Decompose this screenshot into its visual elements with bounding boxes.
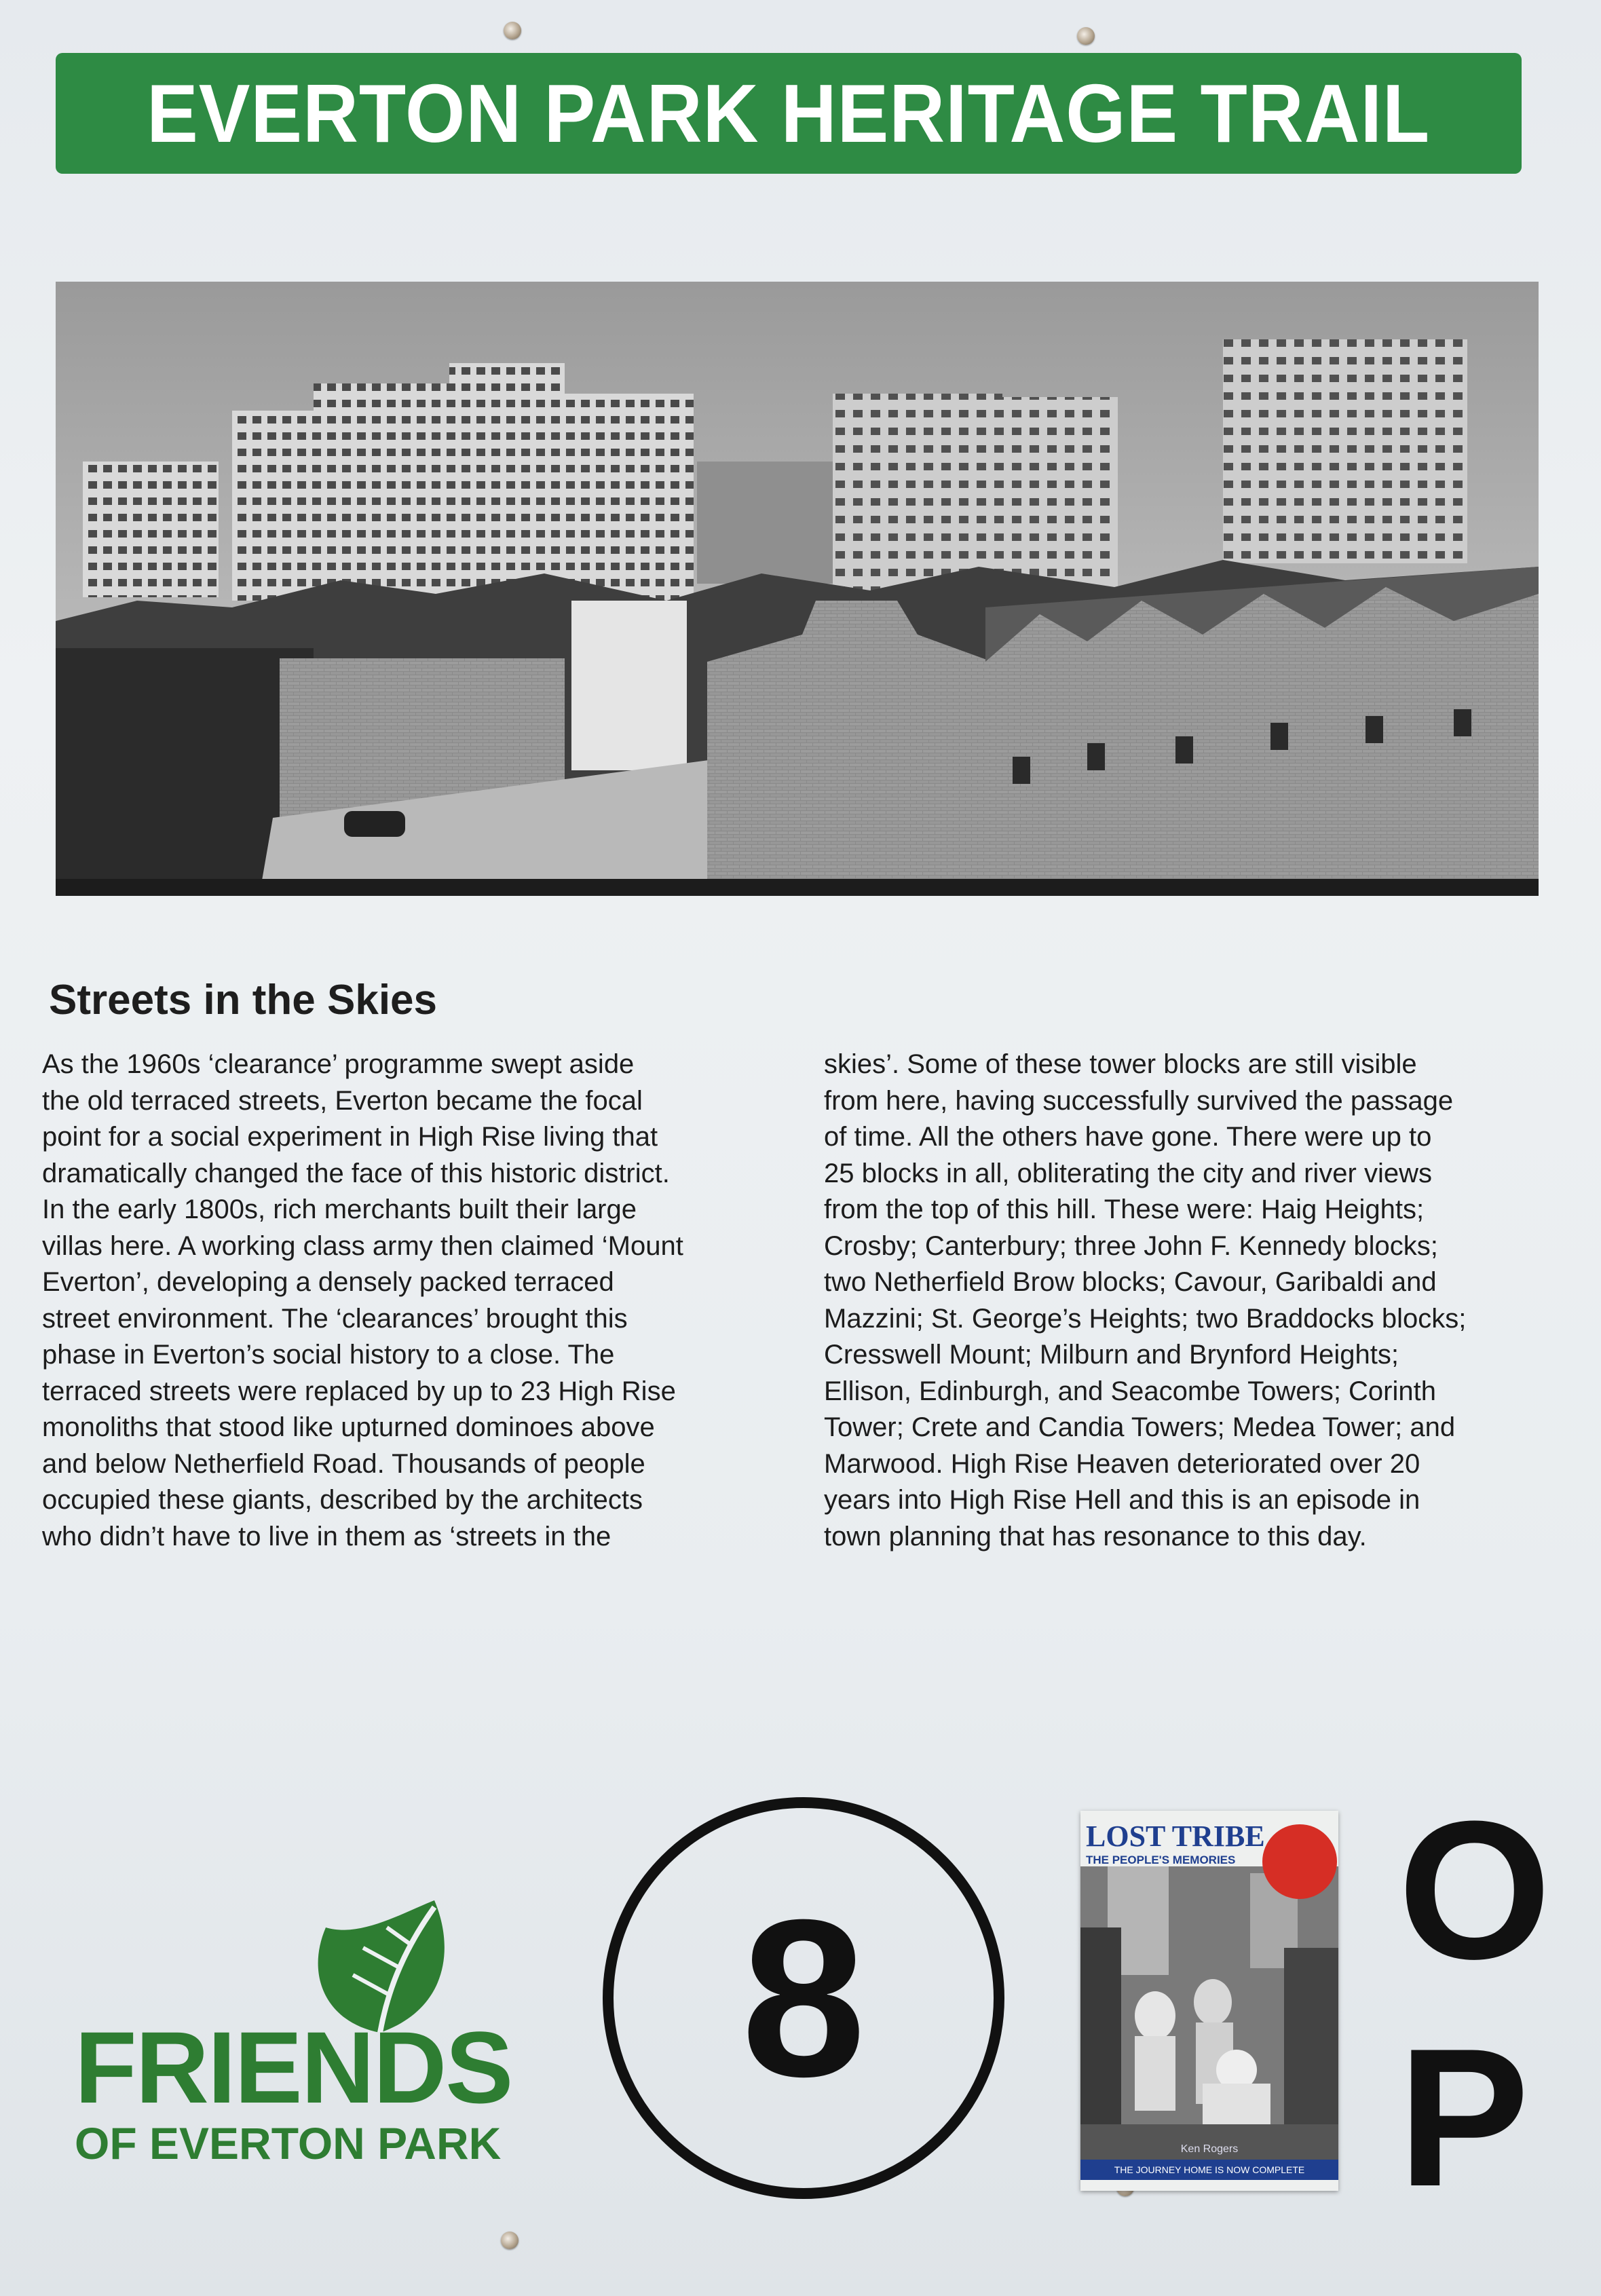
- body-line: Ellison, Edinburgh, and Seacombe Towers; Corinth: [824, 1376, 1436, 1406]
- book-tagline: THE JOURNEY HOME IS NOW COMPLETE: [1080, 2160, 1338, 2180]
- body-text-left: [42, 1047, 809, 1555]
- section-heading: Streets in the Skies: [49, 977, 438, 1023]
- body-line: Cresswell Mount; Milburn and Brynford Heights;: [824, 1340, 1399, 1370]
- book-author: Ken Rogers: [1180, 2143, 1239, 2155]
- title-banner: [56, 53, 1522, 174]
- logo-line2: OF EVERTON PARK: [75, 2118, 502, 2168]
- body-line: skies’. Some of these tower blocks are still visible: [824, 1049, 1417, 1079]
- friends-of-everton-park-logo: [75, 1900, 523, 2168]
- body-line: Tower; Crete and Candia Towers; Medea Tower; and: [824, 1412, 1456, 1442]
- body-text-right: [824, 1047, 1577, 1555]
- body-line: the old terraced streets, Everton became the focal: [42, 1085, 643, 1116]
- body-line: dramatically changed the face of this historic district.: [42, 1158, 670, 1188]
- book-badge: [1262, 1824, 1337, 1899]
- side-letter-o: O: [1398, 1780, 1551, 2000]
- body-line: two Netherfield Brow blocks; Cavour, Garibaldi and: [824, 1267, 1437, 1297]
- screw-icon: [504, 22, 521, 39]
- body-line: As the 1960s ‘clearance’ programme swept aside: [42, 1049, 635, 1079]
- book-cover-photo: [1080, 1866, 1338, 2160]
- body-line: from the top of this hill. These were: Haig Heights;: [824, 1194, 1425, 1224]
- trail-stop-number: 8: [741, 1872, 866, 2123]
- body-line: Crosby; Canterbury; three John F. Kennedy blocks;: [824, 1230, 1438, 1261]
- body-line: point for a social experiment in High Rise living that: [42, 1122, 658, 1152]
- screw-icon: [501, 2232, 519, 2249]
- body-line: who didn’t have to live in them as ‘streets in the: [42, 1521, 611, 1551]
- body-line: terraced streets were replaced by up to 23 High Rise: [42, 1376, 676, 1406]
- body-line: street environment. The ‘clearances’ brought this: [42, 1303, 628, 1334]
- body-line: and below Netherfield Road. Thousands of people: [42, 1448, 645, 1479]
- body-line: phase in Everton’s social history to a close. The: [42, 1340, 615, 1370]
- body-line: monoliths that stood like upturned dominoes above: [42, 1412, 655, 1442]
- body-line: Mazzini; St. George’s Heights; two Braddocks blocks;: [824, 1303, 1467, 1334]
- lost-tribe-book-cover: [1080, 1811, 1338, 2191]
- body-line: 25 blocks in all, obliterating the city and river views: [824, 1158, 1432, 1188]
- body-line: Marwood. High Rise Heaven deteriorated over 20: [824, 1448, 1420, 1479]
- logo-line1: FRIENDS: [75, 2010, 512, 2124]
- historic-photo: [56, 282, 1539, 896]
- side-letter-p: P: [1398, 2008, 1530, 2227]
- body-line: Everton’, developing a densely packed terraced: [42, 1267, 614, 1297]
- book-subtitle: THE PEOPLE'S MEMORIES: [1086, 1853, 1236, 1866]
- body-line: years into High Rise Hell and this is an episode in: [824, 1485, 1420, 1515]
- body-line: villas here. A working class army then claimed ‘Mount: [42, 1230, 683, 1261]
- book-title: LOST TRIBE: [1086, 1820, 1265, 1853]
- body-line: In the early 1800s, rich merchants built their large: [42, 1194, 637, 1224]
- banner-title: EVERTON PARK HERITAGE TRAIL: [147, 67, 1431, 159]
- body-line: of time. All the others have gone. There were up to: [824, 1122, 1432, 1152]
- body-line: from here, having successfully survived the passage: [824, 1085, 1454, 1116]
- trail-stop-marker: [603, 1797, 1004, 2199]
- body-line: town planning that has resonance to this day.: [824, 1521, 1367, 1551]
- body-line: occupied these giants, described by the architects: [42, 1485, 643, 1515]
- screw-icon: [1077, 27, 1095, 45]
